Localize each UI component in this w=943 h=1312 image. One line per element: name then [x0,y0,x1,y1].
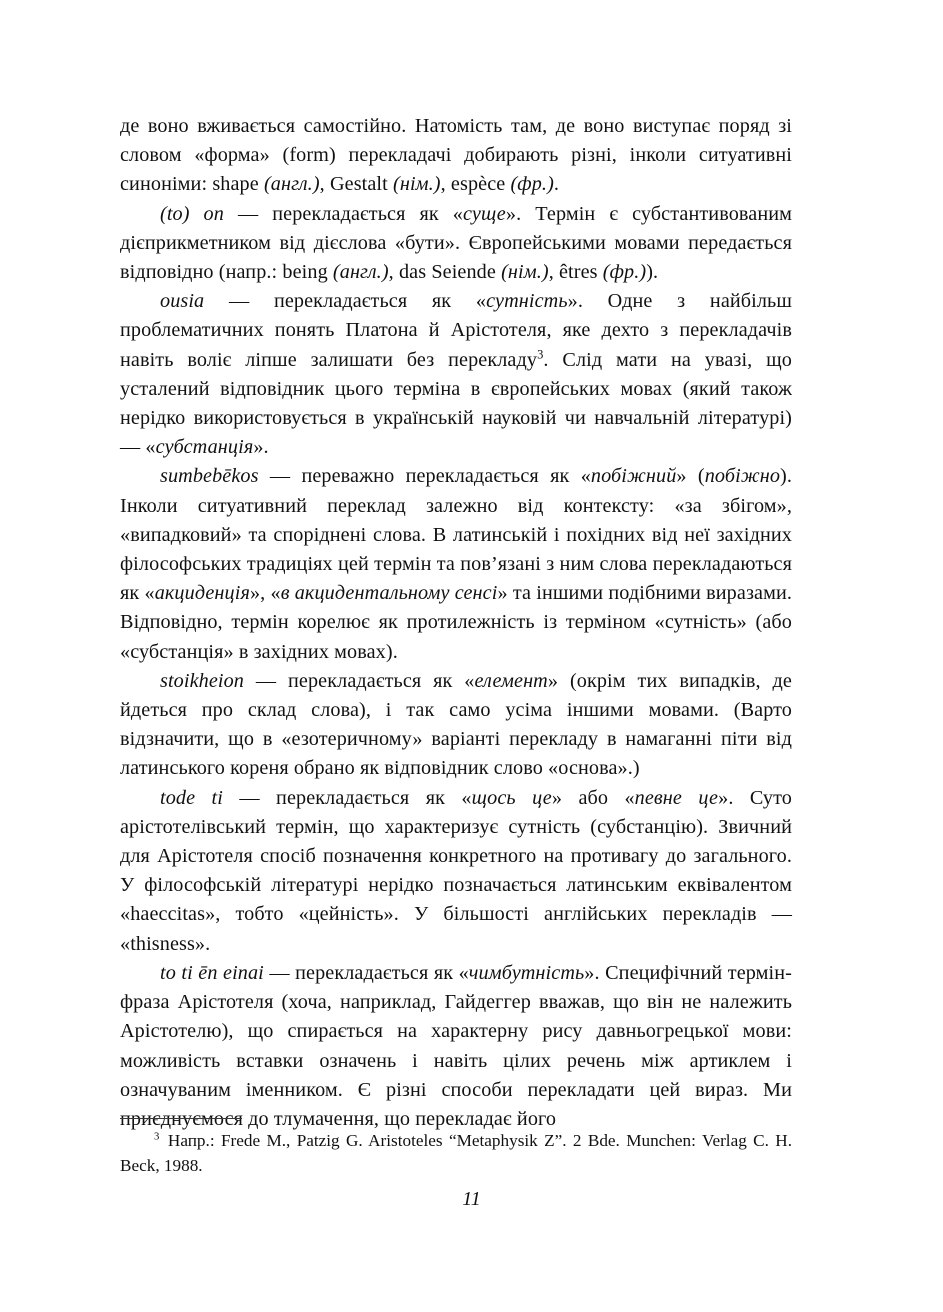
italic-run: акциденція [154,582,250,605]
italic-run: суще [462,202,506,225]
text-run: . [553,173,560,196]
text-run: — перекладається як « [223,202,463,225]
text-run: » та іншими подібними виразами. Відповідно, термін корелює як протилежність із терміном «сутність» (або «субстанція» в західних мовах). [120,582,793,663]
italic-run: (нім.) [393,173,441,196]
paragraph-p-to-on [120,200,792,288]
text-run: , Gestalt [319,173,394,196]
text-run: ». Суто арістотелівський термін, що характеризує сутність (субстанцію). Звичний для Арістотеля спосіб позначення конкретного на противагу до загального. У філософській літературі нерідко позначається латинським еквівалентом «haeccitas», тобто «цейність». У більшості англійських перекладів — «thisness». [120,786,792,955]
italic-run: tode ti [160,786,223,809]
italic-run: побіжний [590,465,677,488]
footnote-entry [120,1128,792,1178]
text-run: » ( [676,465,705,488]
text-run: ). [646,261,659,284]
text-run: , espèce [440,173,511,196]
italic-run: (нім.) [501,261,549,284]
italic-run: (англ.) [332,261,389,284]
italic-run: сутність [486,290,568,313]
italic-run: (фр.) [602,261,647,284]
text-run: , das Seiende [388,261,502,284]
paragraph-p-sumbebekos [120,462,792,666]
text-run: ». Термін є субстантивованим дієприкметником від дієслова «бути». Європейськими мовами передається відповідно (напр.: being [120,202,793,284]
text-run: ). Інколи ситуативний переклад залежно від контексту: «за збігом», «випадковий» та споріднені слова. В латинській і похідних від неї західних філософських традиціях цей термін та пов’язані з ним слова перекладаються як « [120,465,792,605]
italic-run: (to) on [160,202,224,225]
text-run: » (окрім тих випадків, де йдеться про склад слова), і так само усіма іншими мовами. (Варто відзначити, що в «езотеричному» варіанті перекладу в намаганні піти від латинського кореня обрано як відповідник слово «основа».) [120,669,792,780]
italic-run: елемент [474,669,548,692]
footnote-area [120,1118,792,1178]
footnote-separator-rule [120,1118,242,1119]
text-run: — перекладається як « [263,961,469,984]
text-run: , êtres [548,261,603,284]
text-run: » або « [551,786,635,809]
body-text-block [120,112,792,1134]
italic-run: в акцидентальному сенсі [280,582,498,605]
paragraph-p-continued-eidos [120,112,792,200]
paragraph-p-tode-ti [120,784,792,959]
italic-run: щось це [471,786,552,809]
italic-run: (англ.) [263,173,320,196]
text-run: », « [249,582,281,605]
text-run: ». [253,436,269,459]
italic-run: ousia [160,290,205,313]
text-run: . Слід мати на увазі, що усталений відповідник цього терміна в європейських мовах (який також нерідко використовується в українській науковій чи навчальній літературі) — « [120,348,792,459]
footnote-text: Напр.: Frede M., Patzig G. Aristoteles “Metaphysik Z”. 2 Bde. Munchen: Verlag C. H. Beck, 1988. [120,1131,792,1175]
page-number: 11 [462,1188,481,1210]
paragraph-p-stoikheion [120,667,792,784]
italic-run: to ti ēn einai [160,961,264,984]
italic-run: побіжно [704,465,781,488]
footnote-number: 3 [154,1131,160,1143]
italic-run: stoikheion [160,669,244,692]
text-run: де воно вживається самостійно. Натомість там, де воно виступає поряд зі словом «форма» (form) перекладачі добирають різні, інколи ситуативні синоніми: shape [120,115,792,196]
italic-run: (фр.) [510,173,554,196]
italic-run: певне це [634,786,719,809]
paragraph-p-ousia [120,287,792,462]
footnote-reference-marker: 3 [537,346,544,361]
text-run: — перекладається як « [204,290,487,313]
text-run: ». Специфічний термін-фраза Арістотеля (хоча, наприклад, Гайдеггер вважав, що він не належить Арістотелю), що спирається на характерну рису давньогрецької мови: можливість вставки означень і навіть цілих речень між артиклем і означуваним іменником. Є різні способи перекладати цей вираз. Ми приєднуємося до тлумачення, що перекладає його [120,961,792,1130]
text-run: — переважно перекладається як « [258,465,591,488]
paragraph-p-to-ti-en-einai [120,959,792,1134]
italic-run: субстанція [155,436,254,459]
text-run: ». Одне з найбільш проблематичних понять Платона й Арістотеля, яке дехто з перекладачів навіть воліє ліпше залишати без перекладу [120,290,792,371]
text-run: — перекладається як « [222,786,472,809]
italic-run: sumbebēkos [160,465,259,488]
italic-run: чимбутність [468,961,585,984]
text-run: — перекладається як « [244,669,475,692]
